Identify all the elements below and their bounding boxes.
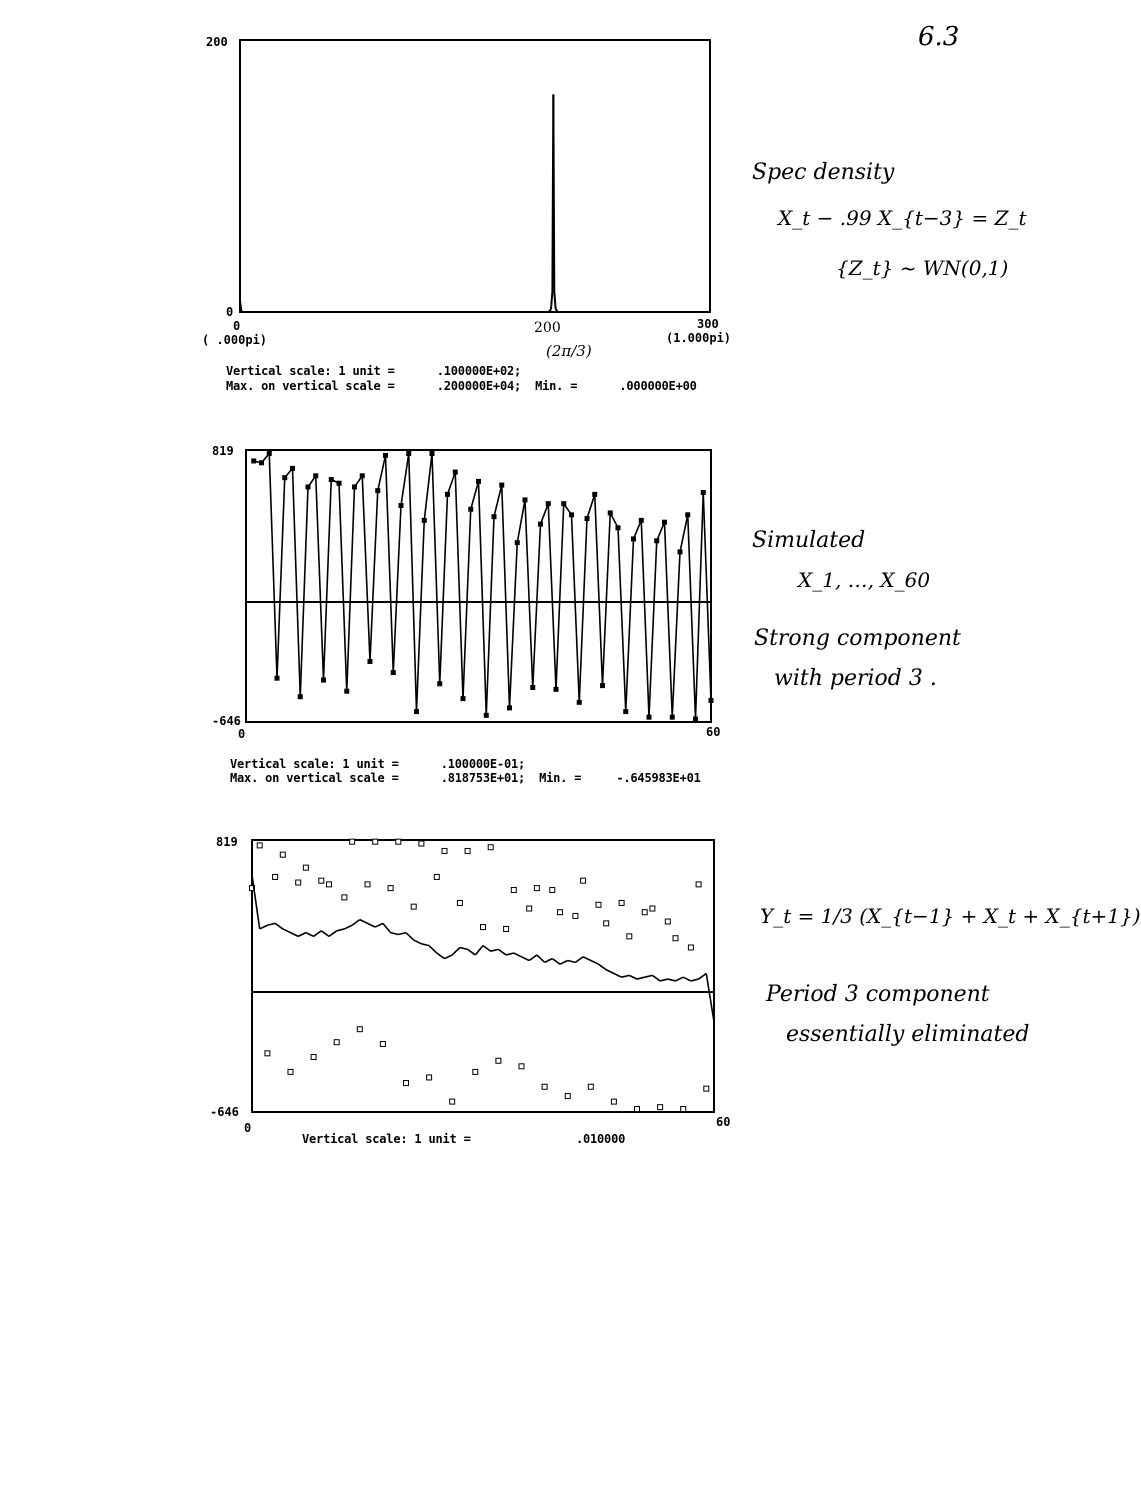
x-tick-0: 0 (233, 319, 241, 333)
series-0-point (404, 1081, 409, 1086)
series-1-segment (360, 920, 368, 924)
series-0-segment (417, 520, 425, 711)
series-0-point (670, 715, 674, 719)
series-0-point (357, 1027, 362, 1032)
series-1-segment (606, 970, 614, 974)
series-0-point (473, 1069, 478, 1074)
series-0-segment (680, 515, 688, 552)
series-0-segment (572, 515, 580, 703)
series-0-point (337, 481, 341, 485)
y-tick-top: 819 (212, 444, 234, 458)
series-0-point (288, 1069, 293, 1074)
series-1-segment (676, 977, 684, 981)
series-0-point (554, 687, 558, 691)
series-0-point (601, 684, 605, 688)
series-0-point (496, 1058, 501, 1063)
series-0-point (415, 710, 419, 714)
series-0-point (593, 492, 597, 496)
series-0-point (655, 539, 659, 543)
series-1-segment (575, 957, 583, 963)
series-0-point (539, 522, 543, 526)
series-1-segment (491, 949, 499, 951)
series-0-point (701, 491, 705, 495)
series-1-segment (298, 933, 306, 937)
series-0-point (283, 476, 287, 480)
series-0-point (678, 550, 682, 554)
series-0-segment (440, 494, 448, 683)
series-0-point (546, 502, 550, 506)
series-0-point (508, 706, 512, 710)
series-0-point (360, 474, 364, 478)
series-0-segment (672, 552, 680, 717)
series-0-point (635, 1107, 640, 1112)
series-0-point (298, 695, 302, 699)
series-0-segment (556, 504, 564, 690)
series-0-segment (649, 541, 657, 717)
series-0-segment (370, 491, 378, 662)
series-1-segment (483, 946, 491, 952)
series-1-segment (475, 946, 483, 955)
smoothed-series-chart (200, 830, 740, 1140)
series-0-segment (548, 504, 556, 690)
series-0-segment (378, 455, 386, 490)
series-1-segment (306, 933, 314, 937)
series-0-point (492, 515, 496, 519)
series-1-segment (321, 931, 329, 937)
series-0-point (650, 906, 655, 911)
series-0-point (488, 845, 493, 850)
note-simulated: Simulated (752, 528, 866, 553)
y-tick-top: 200 (206, 35, 228, 49)
series-0-point (322, 678, 326, 682)
series-0-segment (595, 494, 603, 685)
series-0-segment (362, 476, 370, 662)
series-1-segment (568, 960, 576, 962)
series-1-segment (645, 975, 653, 977)
series-1-segment (352, 920, 360, 926)
series-0-segment (471, 481, 479, 509)
series-0-point (391, 671, 395, 675)
series-1-segment (614, 973, 622, 977)
series-1-segment (498, 949, 506, 955)
series-0-point (562, 502, 566, 506)
series-0-point (577, 700, 581, 704)
series-0-point (570, 513, 574, 517)
series-0-point (558, 910, 563, 915)
scale-line-1: Vertical scale: 1 unit = .010000 (302, 1132, 626, 1146)
series-1-segment (660, 979, 668, 981)
series-0-point (531, 685, 535, 689)
series-1-segment (529, 955, 537, 961)
series-1-segment (468, 949, 476, 955)
series-0-segment (553, 94, 554, 291)
series-1-segment (652, 975, 660, 981)
series-0-segment (688, 515, 696, 719)
x-tick-0: 0 (238, 727, 246, 741)
series-1-segment (398, 933, 406, 935)
series-0-point (465, 848, 470, 853)
note-with-period: with period 3 . (774, 666, 937, 691)
series-1-segment (267, 923, 275, 925)
series-1-segment (552, 959, 560, 965)
series-1-segment (591, 960, 599, 964)
series-0-point (639, 518, 643, 522)
series-0-segment (603, 513, 611, 686)
series-0-point (647, 715, 651, 719)
series-0-point (368, 659, 372, 663)
series-0-point (427, 1075, 432, 1080)
series-0-point (481, 925, 486, 930)
series-0-point (407, 452, 411, 456)
series-1-segment (522, 957, 530, 961)
series-0-point (542, 1084, 547, 1089)
series-0-segment (502, 485, 510, 708)
series-1-segment (545, 959, 553, 963)
series-0-segment (324, 480, 332, 681)
series-1-segment (383, 923, 391, 932)
series-0-point (616, 526, 620, 530)
series-0-segment (424, 454, 432, 521)
series-1-segment (452, 948, 460, 955)
series-0-segment (641, 520, 649, 717)
series-1-segment (375, 923, 383, 927)
series-0-point (450, 1099, 455, 1104)
series-0-point (380, 1042, 385, 1047)
series-0-point (504, 926, 509, 931)
series-1-segment (437, 953, 445, 959)
series-1-segment (314, 931, 322, 937)
series-0-point (257, 843, 262, 848)
series-0-point (376, 489, 380, 493)
series-0-point (565, 1094, 570, 1099)
series-0-segment (277, 478, 285, 679)
series-0-segment (269, 454, 277, 679)
series-0-point (627, 934, 632, 939)
series-1-segment (445, 955, 453, 959)
series-0-point (384, 453, 388, 457)
series-0-point (442, 848, 447, 853)
series-0-point (273, 874, 278, 879)
series-0-point (438, 682, 442, 686)
series-0-point (585, 517, 589, 521)
scale-line-2: Max. on vertical scale = .818753E+01; Min. = -.645983E+01 (230, 771, 701, 785)
series-0-point (319, 878, 324, 883)
note-period-component: Period 3 component (766, 982, 990, 1007)
series-0-point (624, 710, 628, 714)
y-tick-bottom: 0 (226, 305, 234, 319)
simulated-series-chart (200, 440, 740, 750)
series-0-point (334, 1040, 339, 1045)
series-1-segment (283, 929, 291, 933)
scale-line-2: Max. on vertical scale = .200000E+04; Min. = .000000E+00 (226, 379, 697, 393)
series-0-point (275, 676, 279, 680)
series-0-point (527, 906, 532, 911)
x-tick-200: 200 (534, 320, 561, 336)
series-1-segment (260, 925, 268, 929)
series-1-segment (506, 953, 514, 955)
series-0-segment (533, 524, 541, 687)
series-1-segment (275, 923, 283, 929)
series-0-segment (525, 500, 533, 688)
series-0-point (686, 513, 690, 517)
series-0-point (573, 913, 578, 918)
series-1-segment (329, 931, 337, 937)
series-0-point (673, 936, 678, 941)
series-0-segment (486, 517, 494, 716)
note-spec-density: Spec density (752, 160, 895, 185)
series-0-segment (463, 509, 471, 698)
series-0-point (688, 945, 693, 950)
series-0-point (658, 1105, 663, 1110)
series-0-point (523, 498, 527, 502)
series-0-segment (696, 493, 704, 720)
series-0-point (311, 1055, 316, 1060)
series-1-segment (368, 923, 376, 927)
series-1-segment (706, 973, 714, 1021)
series-0-point (306, 485, 310, 489)
series-0-point (619, 900, 624, 905)
series-0-segment (579, 519, 587, 703)
x-tick-300: 300 (697, 317, 719, 331)
series-0-point (665, 919, 670, 924)
note-y-equation: Y_t = 1/3 (X_{t−1} + X_t + X_{t+1}) (760, 904, 1141, 928)
series-0-point (353, 485, 357, 489)
series-0-point (265, 1051, 270, 1056)
series-1-segment (460, 948, 468, 950)
x-tick-0: 0 (244, 1121, 252, 1135)
series-0-point (411, 904, 416, 909)
series-0-point (500, 483, 504, 487)
series-0-point (588, 1084, 593, 1089)
series-1-segment (514, 953, 522, 957)
series-0-point (419, 841, 424, 846)
series-0-point (327, 882, 332, 887)
series-0-segment (448, 472, 456, 494)
series-0-point (611, 1099, 616, 1104)
series-0-point (457, 900, 462, 905)
series-0-point (469, 507, 473, 511)
series-0-segment (300, 487, 308, 697)
series-0-point (267, 452, 271, 456)
note-sim-range: X_1, …, X_60 (798, 568, 931, 592)
series-1-segment (252, 875, 260, 929)
series-0-segment (618, 528, 626, 712)
x-tick-0-sub: ( .000pi) (202, 333, 268, 347)
series-0-segment (551, 292, 552, 310)
series-0-point (581, 878, 586, 883)
series-0-point (430, 452, 434, 456)
y-tick-bottom: -646 (210, 1105, 239, 1119)
note-strong-component: Strong component (754, 626, 961, 651)
series-1-segment (429, 946, 437, 953)
series-0-point (663, 520, 667, 524)
series-1-segment (337, 929, 345, 931)
series-0-point (388, 886, 393, 891)
y-tick-bottom: -646 (212, 714, 241, 728)
series-0-segment (316, 476, 324, 680)
series-0-point (704, 1086, 709, 1091)
scale-line-1: Vertical scale: 1 unit = .100000E+02; (226, 364, 522, 378)
series-0-point (399, 504, 403, 508)
series-0-point (453, 470, 457, 474)
series-0-point (550, 887, 555, 892)
series-0-point (534, 886, 539, 891)
x-tick-300-sub: (1.000pi) (666, 331, 732, 345)
series-0-point (329, 478, 333, 482)
spectral-density-chart (200, 30, 760, 370)
x-tick-60: 60 (716, 1115, 731, 1129)
scale-line-1: Vertical scale: 1 unit = .100000E-01; (230, 757, 526, 771)
series-0-segment (409, 454, 417, 712)
series-0-segment (401, 454, 409, 506)
series-0-point (446, 492, 450, 496)
series-0-point (604, 921, 609, 926)
series-0-point (345, 689, 349, 693)
series-0-segment (393, 506, 401, 673)
series-0-point (642, 910, 647, 915)
x-tick-60: 60 (706, 725, 721, 739)
series-1-segment (421, 944, 429, 946)
series-1-segment (637, 977, 645, 979)
series-1-segment (406, 933, 414, 940)
series-1-segment (583, 957, 591, 961)
series-0-segment (339, 483, 347, 691)
series-0-segment (587, 494, 595, 518)
series-1-segment (344, 925, 352, 929)
note-model-equation: X_t − .99 X_{t−3} = Z_t (778, 206, 1027, 230)
series-0-segment (494, 485, 502, 517)
series-0-point (519, 1064, 524, 1069)
series-0-point (365, 882, 370, 887)
series-0-point (350, 839, 355, 844)
series-0-point (260, 461, 264, 465)
series-0-segment (657, 522, 665, 541)
series-1-segment (560, 960, 568, 964)
series-1-segment (599, 964, 607, 970)
series-0-segment (665, 522, 673, 717)
series-0-point (477, 479, 481, 483)
x-tick-200-sub: (2π/3) (546, 342, 592, 360)
series-1-segment (414, 940, 422, 944)
series-0-segment (293, 468, 301, 696)
page-number: 6.3 (918, 22, 960, 52)
series-0-point (296, 880, 301, 885)
series-0-point (515, 541, 519, 545)
series-1-segment (668, 979, 676, 981)
series-0-segment (626, 539, 634, 712)
series-1-segment (699, 973, 707, 979)
series-0-point (596, 902, 601, 907)
series-0-point (632, 537, 636, 541)
series-0-segment (541, 504, 549, 524)
series-0-segment (347, 487, 355, 691)
series-0-segment (479, 481, 487, 715)
series-0-point (696, 882, 701, 887)
series-0-point (511, 887, 516, 892)
series-0-point (694, 717, 698, 721)
series-0-point (484, 713, 488, 717)
series-0-point (342, 895, 347, 900)
series-0-point (681, 1107, 686, 1112)
series-0-point (303, 865, 308, 870)
series-0-point (280, 852, 285, 857)
series-0-point (314, 474, 318, 478)
series-0-segment (517, 500, 525, 543)
series-0-point (396, 839, 401, 844)
series-0-point (422, 518, 426, 522)
series-0-point (461, 697, 465, 701)
series-0-segment (510, 543, 518, 708)
series-1-segment (629, 975, 637, 979)
series-1-segment (291, 933, 299, 937)
series-0-segment (432, 454, 440, 684)
series-1-segment (537, 955, 545, 962)
series-1-segment (683, 977, 691, 981)
series-0-segment (634, 520, 642, 539)
series-0-point (373, 839, 378, 844)
series-1-segment (691, 979, 699, 981)
plot-frame (240, 40, 710, 312)
series-1-segment (391, 933, 399, 935)
note-eliminated: essentially eliminated (786, 1022, 1030, 1047)
series-0-point (608, 511, 612, 515)
series-0-segment (386, 455, 394, 672)
series-0-point (709, 698, 713, 702)
series-0-point (434, 874, 439, 879)
series-0-segment (703, 493, 711, 701)
series-0-segment (455, 472, 463, 699)
series-0-segment (554, 292, 555, 310)
series-1-segment (622, 975, 630, 977)
y-tick-top: 819 (216, 835, 238, 849)
series-0-point (252, 459, 256, 463)
note-white-noise: {Z_t} ~ WN(0,1) (836, 256, 1009, 280)
series-0-point (291, 466, 295, 470)
